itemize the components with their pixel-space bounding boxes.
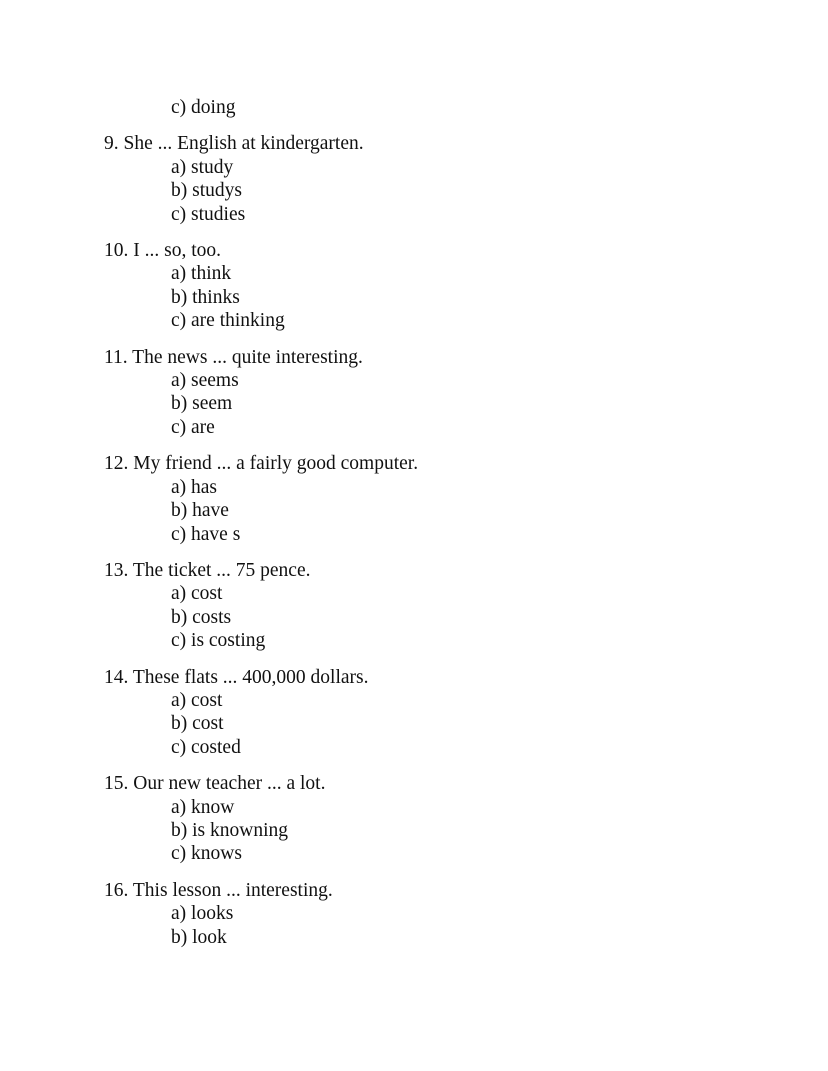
answer-option: c) are bbox=[171, 416, 215, 438]
answer-option: c) is costing bbox=[171, 630, 266, 652]
question-stem: 16. This lesson ... interesting. bbox=[104, 879, 333, 901]
question-stem: 15. Our new teacher ... a lot. bbox=[104, 773, 326, 795]
answer-option: b) studys bbox=[171, 180, 242, 202]
answer-option: b) have bbox=[171, 500, 229, 522]
answer-option: c) knows bbox=[171, 843, 242, 865]
question-16 bbox=[104, 879, 784, 949]
answer-option: a) has bbox=[171, 476, 218, 498]
answer-option: a) cost bbox=[171, 689, 223, 711]
question-14 bbox=[104, 666, 784, 760]
question-12 bbox=[104, 452, 784, 546]
question-stem: 11. The news ... quite interesting. bbox=[104, 346, 363, 368]
question-list bbox=[104, 96, 784, 949]
question-stem: 12. My friend ... a fairly good computer. bbox=[104, 453, 419, 475]
answer-option: c) studies bbox=[171, 203, 246, 225]
answer-option: c) are thinking bbox=[171, 310, 285, 332]
answer-option: a) know bbox=[171, 796, 235, 818]
question-11 bbox=[104, 346, 784, 440]
question-stem: 14. These flats ... 400,000 dollars. bbox=[104, 666, 369, 688]
answer-option: a) seems bbox=[171, 370, 239, 392]
answer-option: b) cost bbox=[171, 713, 224, 735]
question-10 bbox=[104, 239, 784, 333]
answer-option: c) costed bbox=[171, 736, 241, 758]
answer-option: a) think bbox=[171, 263, 232, 285]
question-stem: 10. I ... so, too. bbox=[104, 240, 221, 262]
question-13 bbox=[104, 559, 784, 653]
carryover-option: c) doing bbox=[171, 97, 236, 118]
answer-option: b) thinks bbox=[171, 286, 240, 308]
question-stem: 13. The ticket ... 75 pence. bbox=[104, 559, 311, 581]
answer-option: b) look bbox=[171, 926, 227, 948]
question-9 bbox=[104, 132, 784, 226]
answer-option: b) seem bbox=[171, 393, 233, 415]
answer-option: a) cost bbox=[171, 583, 223, 605]
answer-option: b) costs bbox=[171, 606, 232, 628]
answer-option: a) looks bbox=[171, 903, 234, 925]
answer-option: a) study bbox=[171, 156, 234, 178]
answer-option: b) is knowning bbox=[171, 819, 288, 841]
question-15 bbox=[104, 772, 784, 866]
question-stem: 9. She ... English at kindergarten. bbox=[104, 133, 364, 155]
answer-option: c) have s bbox=[171, 523, 241, 545]
